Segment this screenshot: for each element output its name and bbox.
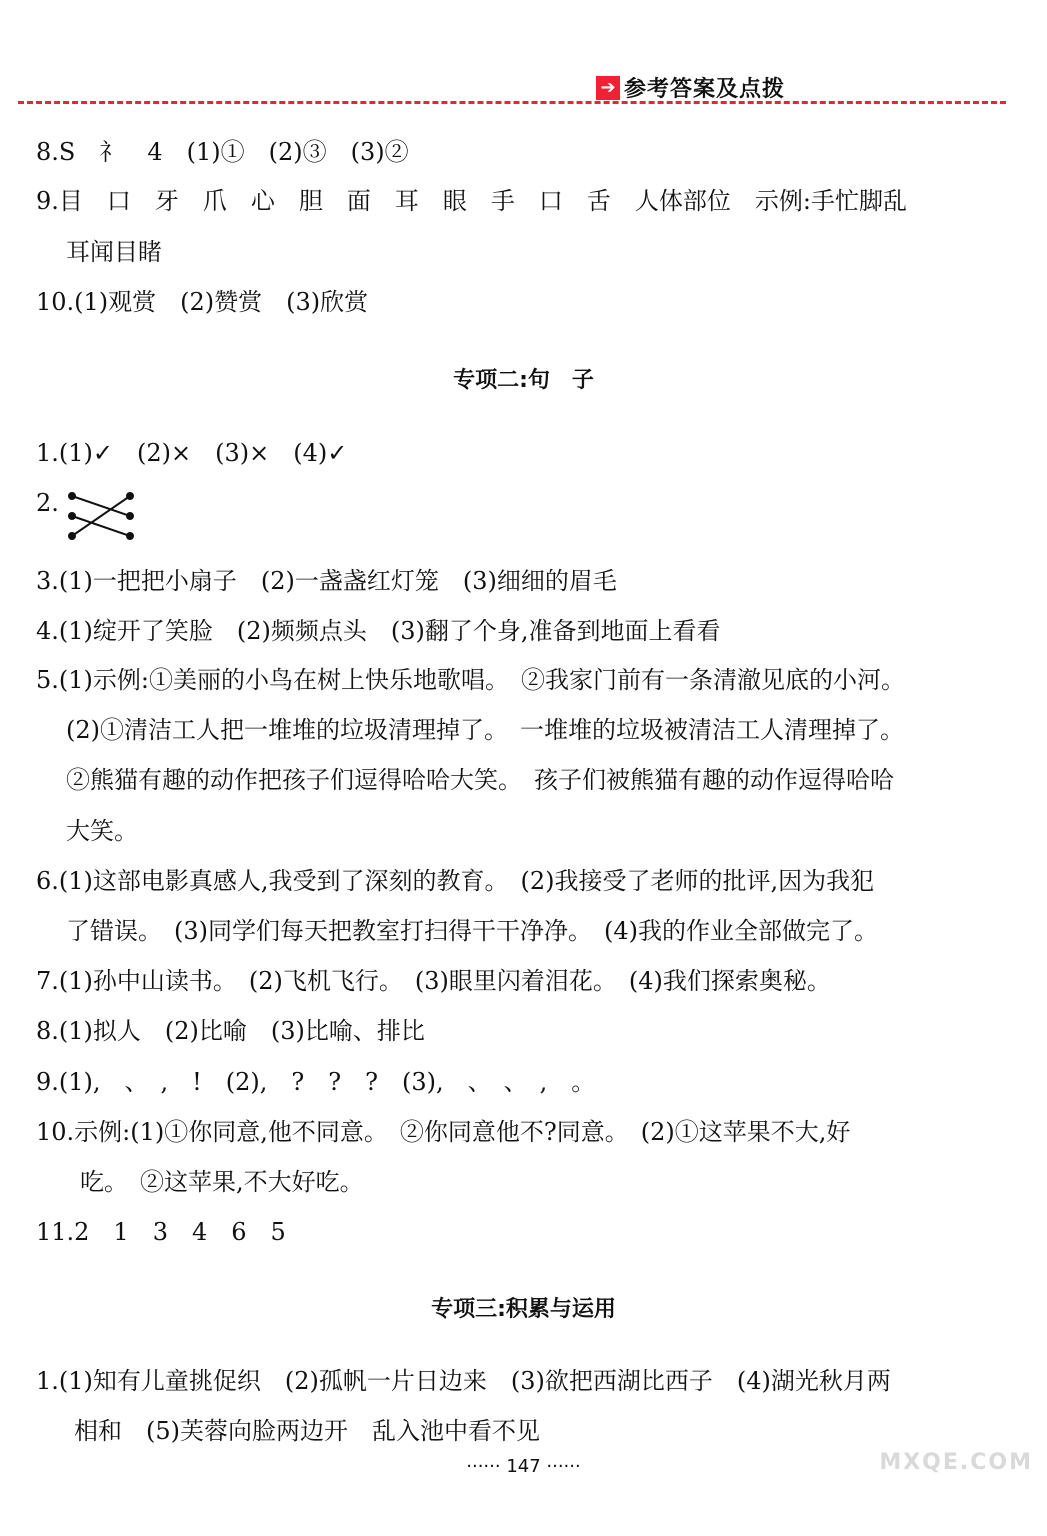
answer-line: 9.(1), 、 , ! (2), ? ? ? (3), 、 、 , 。 (36, 1068, 596, 1096)
answer-line: 吃。 ②这苹果,不大好吃。 (80, 1168, 364, 1196)
answer-line: 1.(1)✓ (2)× (3)× (4)✓ (36, 439, 348, 467)
answer-line: 10.(1)观赏 (2)赞赏 (3)欣赏 (36, 288, 369, 316)
header-title: 参考答案及点拨 (624, 77, 786, 102)
answer-line: 5.(1)示例:①美丽的小鸟在树上快乐地歌唱。 ②我家门前有一条清澈见底的小河。 (36, 666, 905, 694)
answer-line: 耳闻目睹 (66, 238, 162, 266)
answer-line: 7.(1)孙中山读书。 (2)飞机飞行。 (3)眼里闪着泪花。 (4)我们探索奥秘。 (36, 967, 831, 995)
answer-line: 8.S 礻 4 (1)① (2)③ (3)② (36, 138, 409, 166)
answer-line: 了错误。 (3)同学们每天把教室打扫得干干净净。 (4)我的作业全部做完了。 (66, 917, 878, 945)
answer-line: 2. (36, 489, 59, 517)
page-header (596, 72, 785, 103)
answer-line: 相和 (5)芙蓉向脸两边开 乱入池中看不见 (74, 1417, 540, 1445)
header-divider (18, 101, 1006, 104)
answer-line: 4.(1)绽开了笑脸 (2)频频点头 (3)翻了个身,准备到地面上看看 (36, 617, 721, 645)
answer-line: ②熊猫有趣的动作把孩子们逗得哈哈大笑。 孩子们被熊猫有趣的动作逗得哈哈 (66, 766, 894, 794)
page-number: ······ 147 ······ (466, 1456, 581, 1477)
answer-line: 3.(1)一把把小扇子 (2)一盏盏红灯笼 (3)细细的眉毛 (36, 567, 617, 595)
answer-line: (2)①清洁工人把一堆堆的垃圾清理掉了。 一堆堆的垃圾被清洁工人清理掉了。 (66, 716, 904, 744)
answer-line: 8.(1)拟人 (2)比喻 (3)比喻、排比 (36, 1017, 425, 1045)
section-title: 专项三:积累与运用 (431, 1297, 616, 1322)
matching-lines-diagram (66, 488, 136, 544)
right-arrow-icon: ➔ (596, 76, 620, 100)
answer-line: 9.目 口 牙 爪 心 胆 面 耳 眼 手 口 舌 人体部位 示例:手忙脚乱 (36, 187, 907, 215)
answer-line: 1.(1)知有儿童挑促织 (2)孤帆一片日边来 (3)欲把西湖比西子 (4)湖光秋月两 (36, 1367, 891, 1395)
section-title: 专项二:句 子 (453, 368, 594, 393)
answer-line: 大笑。 (66, 817, 138, 845)
answer-line: 10.示例:(1)①你同意,他不同意。 ②你同意他不?同意。 (2)①这苹果不大,好 (36, 1118, 851, 1146)
answer-line: 6.(1)这部电影真感人,我受到了深刻的教育。 (2)我接受了老师的批评,因为我犯 (36, 867, 875, 895)
answer-line: 11.2 1 3 4 6 5 (36, 1218, 286, 1246)
watermark: MXQE.COM (879, 1450, 1033, 1475)
